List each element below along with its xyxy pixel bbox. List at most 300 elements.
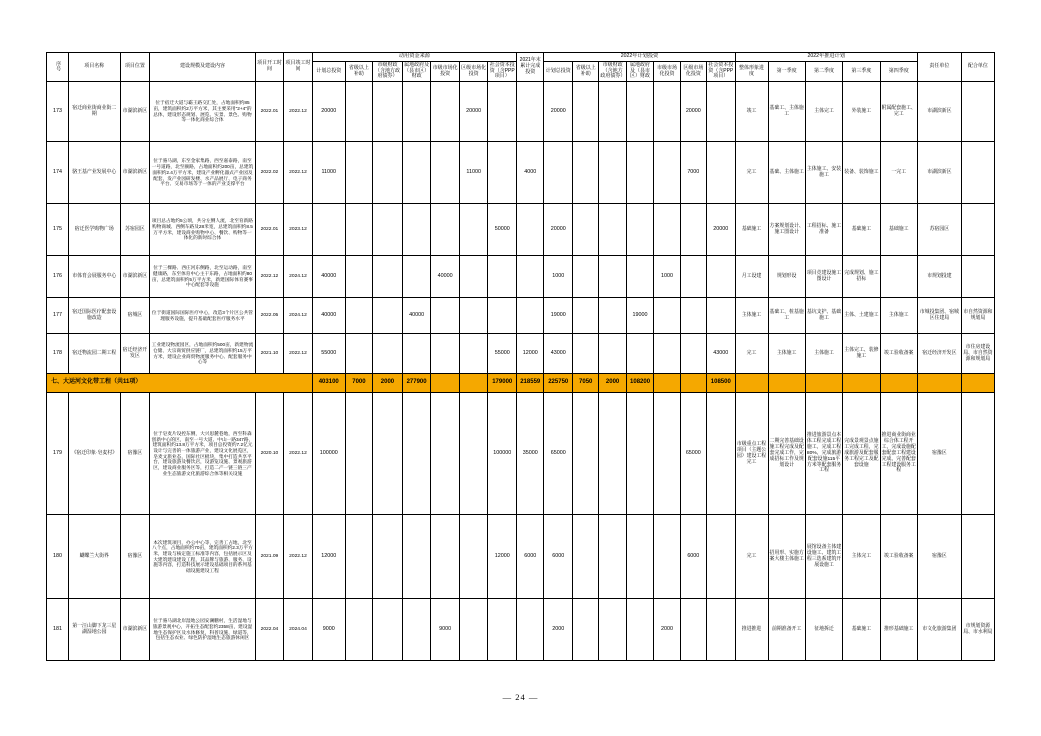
cell-dist-mkt xyxy=(459,515,488,599)
page-number: — 24 — xyxy=(502,692,539,702)
th-y-district-market: 区级市场化投资 xyxy=(680,61,706,81)
cell-y-dist-mkt xyxy=(680,599,706,661)
cell-dist-mkt xyxy=(459,599,488,661)
th-y-city-finance: 市级财政（含地方政府债券） xyxy=(599,61,626,81)
cell-city-fin xyxy=(373,334,403,374)
cell-prov xyxy=(345,515,372,599)
cell-cum2021 xyxy=(517,256,544,298)
cell-seq: 178 xyxy=(47,334,69,374)
cell-dist-mkt xyxy=(459,334,488,374)
section-y-dist-fin: 108200 xyxy=(626,374,653,393)
cell-prov xyxy=(345,142,372,204)
cell-y-city-mkt: 2000 xyxy=(654,599,680,661)
cell-progress: 完工 xyxy=(735,515,768,599)
cell-total: 40000 xyxy=(312,298,345,334)
cell-cooperating: 市住房建设局、市自然资源和规划局 xyxy=(961,334,994,374)
cell-q4: 附属配套施工、完工 xyxy=(880,82,917,142)
cell-y-dist-mkt xyxy=(680,204,706,256)
th-group-funding: 动用资金来源 xyxy=(312,53,516,62)
cell-prov xyxy=(345,334,372,374)
cell-city-mkt xyxy=(431,204,460,256)
cell-y-total: 6000 xyxy=(544,515,573,599)
cell-progress: 市级重点工程项目（主题公园）建设工程完工 xyxy=(735,393,768,515)
cell-y-city-mkt xyxy=(654,515,680,599)
cell-city-fin xyxy=(373,515,403,599)
cell-social xyxy=(488,599,517,661)
cell-name: 宿迁商业街商业街二期 xyxy=(68,82,120,142)
table-row xyxy=(47,82,995,142)
th-total-investment: 计划总投资 xyxy=(312,61,345,81)
section-q1 xyxy=(768,374,805,393)
section-progress xyxy=(735,374,768,393)
th-start-time: 项目开工时间 xyxy=(255,53,284,82)
cell-q2: 基坑支护、基础施工 xyxy=(805,298,842,334)
cell-q4: 主体施工 xyxy=(880,298,917,334)
cell-cum2021 xyxy=(517,599,544,661)
cell-total: 100000 xyxy=(312,393,345,515)
section-q2 xyxy=(805,374,842,393)
section-social: 179000 xyxy=(488,374,517,393)
cell-dist-fin xyxy=(402,256,431,298)
cell-location: 宿豫区 xyxy=(120,393,150,515)
cell-end: 2024.12 xyxy=(284,256,313,298)
cell-social xyxy=(488,256,517,298)
cell-name: 宿迁物流园二期工程 xyxy=(68,334,120,374)
cell-q3: 主体完工 xyxy=(843,515,880,599)
cell-prov xyxy=(345,256,372,298)
cell-cooperating xyxy=(961,393,994,515)
cell-content: 工业建设物流园区，占地面积约500亩，新建物流仓储、大宗商贸供应链厂，总建筑面积约15万平方米，建设企业商贸物流服务中心、配套服务中心等 xyxy=(150,334,255,374)
cell-dist-fin xyxy=(402,393,431,515)
cell-dist-mkt xyxy=(459,298,488,334)
table-row xyxy=(47,204,995,256)
cell-name: 蝴蝶兰大街界 xyxy=(68,515,120,599)
cell-location: 宿城区 xyxy=(120,298,150,334)
cell-city-fin xyxy=(373,256,403,298)
cell-city-mkt xyxy=(431,82,460,142)
cell-y-total: 1000 xyxy=(544,256,573,298)
cell-q1: 基础工、主体施工 xyxy=(768,82,805,142)
section-summary-row xyxy=(47,374,995,393)
cell-y-dist-mkt xyxy=(680,334,706,374)
cell-location: 市湖滨新区 xyxy=(120,599,150,661)
cell-total: 40000 xyxy=(312,256,345,298)
cell-responsible: 宿豫区 xyxy=(917,515,961,599)
cell-content: 位于三棵路、西庄河东侧路，北至运动路，南至健康路，东至体育中心主干东路，占地面积约80亩，总建筑面积约5万平方米，新建国际体育赛事中心配套等设施 xyxy=(150,256,255,298)
cell-y-social xyxy=(707,393,736,515)
cell-prov xyxy=(345,599,372,661)
th-y-social: 社会资本投资（含PPP项目） xyxy=(707,61,736,81)
cell-seq: 174 xyxy=(47,142,69,204)
th-seq: 序号 xyxy=(47,53,69,82)
cell-q1: 前期准备开工 xyxy=(768,599,805,661)
cell-content: 项目总占地约5公顷，共分左侧人流，北至育新路购物商城、西侧车路及28米宽，总建筑面积约8.5万平方米，建设商业购物中心、餐饮、购物等一体化的新时综合体 xyxy=(150,204,255,256)
cell-city-mkt xyxy=(431,298,460,334)
cell-total: 9000 xyxy=(312,599,345,661)
cell-city-mkt: 9000 xyxy=(431,599,460,661)
cell-name: 骆王基产业发展中心 xyxy=(68,142,120,204)
cell-y-dist-mkt: 6000 xyxy=(680,515,706,599)
cell-cum2021: 35000 xyxy=(517,393,544,515)
cell-q4: 竣工验收备案 xyxy=(880,515,917,599)
cell-city-mkt xyxy=(431,142,460,204)
cell-location: 市湖滨新区 xyxy=(120,256,150,298)
cell-total: 11000 xyxy=(312,142,345,204)
th-overall-progress: 整体形象进度 xyxy=(735,61,768,81)
cell-q4: 推进商业街商业综合体工程开工，完成设施配套配套工程建设完成，完善配套工程建设服务工程 xyxy=(880,393,917,515)
cell-end: 2022.12 xyxy=(284,515,313,599)
cell-y-prov xyxy=(573,393,599,515)
cell-q4: 竣工验收备案 xyxy=(880,334,917,374)
section-q4 xyxy=(880,374,917,393)
cell-q4 xyxy=(880,256,917,298)
cell-q2: 工程招标、施工准备 xyxy=(805,204,842,256)
cell-social xyxy=(488,298,517,334)
cell-q2: 项目竞建设施工图设计 xyxy=(805,256,842,298)
cell-y-city-fin xyxy=(599,256,626,298)
cell-seq: 175 xyxy=(47,204,69,256)
cell-start: 2021.10 xyxy=(255,334,284,374)
cell-social: 50000 xyxy=(488,204,517,256)
cell-y-dist-mkt: 20000 xyxy=(680,82,706,142)
cell-progress: 完工 xyxy=(735,334,768,374)
table-row xyxy=(47,599,995,661)
cell-end: 2022.12 xyxy=(284,142,313,204)
cell-cooperating: 市自然资源和规划局 xyxy=(961,298,994,334)
cell-responsible: 市城投集团、宿城区住建局 xyxy=(917,298,961,334)
th-y-provincial: 省级以上补助 xyxy=(573,61,599,81)
cell-y-social xyxy=(707,599,736,661)
cell-cum2021 xyxy=(517,204,544,256)
cell-y-total: 65000 xyxy=(544,393,573,515)
th-y-city-market: 市级市场化投资 xyxy=(654,61,680,81)
cell-q1: 基础、主体施工 xyxy=(768,142,805,204)
th-district-finance: 属地政府及（县市区）财政 xyxy=(402,61,431,81)
cell-y-dist-mkt xyxy=(680,256,706,298)
section-dist-fin: 277900 xyxy=(402,374,431,393)
th-cooperating-unit: 配合单位 xyxy=(961,53,994,82)
th-city-market: 市级市场化投资 xyxy=(431,61,460,81)
cell-y-city-mkt xyxy=(654,334,680,374)
th-q3: 第三季度 xyxy=(843,61,880,81)
cell-y-city-fin xyxy=(599,82,626,142)
cell-y-total: 19000 xyxy=(544,298,573,334)
cell-progress: 竣工 xyxy=(735,82,768,142)
cell-seq: 173 xyxy=(47,82,69,142)
cell-y-social xyxy=(707,298,736,334)
th-social-capital: 社会资本投资（含PPP项目） xyxy=(488,61,517,81)
cell-progress: 基础施工 xyxy=(735,204,768,256)
cell-q2: 主体施工、安装施工 xyxy=(805,142,842,204)
cell-q1: 招用形、实施方案大楼主体施工 xyxy=(768,515,805,599)
cell-start: 2021.09 xyxy=(255,515,284,599)
cell-dist-mkt: 20000 xyxy=(459,82,488,142)
cell-y-prov xyxy=(573,82,599,142)
cell-cum2021: 4000 xyxy=(517,142,544,204)
cell-content: 位于街道国际国际医疗中心，改造3个片区公共管理服务设施，提升基础配套医疗服务水平 xyxy=(150,298,255,334)
th-group-cumulative: 2022年计划投资 xyxy=(544,53,735,62)
cell-q3: 主体、土建施工 xyxy=(843,298,880,334)
cell-progress: 推进推进 xyxy=(735,599,768,661)
cell-q4: 一完工 xyxy=(880,142,917,204)
section-q3 xyxy=(843,374,880,393)
cell-cum2021: 12000 xyxy=(517,334,544,374)
cell-responsible: 市湖滨新区 xyxy=(917,142,961,204)
cell-city-fin xyxy=(373,599,403,661)
section-y-prov: 7050 xyxy=(573,374,599,393)
cell-cooperating xyxy=(961,256,994,298)
cell-name: 宿迁医学购物广场 xyxy=(68,204,120,256)
project-plan-table xyxy=(46,52,995,661)
table-row xyxy=(47,393,995,515)
th-y-total: 计划总投资 xyxy=(544,61,573,81)
cell-cum2021: 6000 xyxy=(517,515,544,599)
cell-city-mkt xyxy=(431,334,460,374)
cell-y-city-mkt xyxy=(654,82,680,142)
cell-q2: 征地拆迁 xyxy=(805,599,842,661)
cell-y-prov xyxy=(573,204,599,256)
cell-start: 2022.01 xyxy=(255,204,284,256)
th-scale-content: 建设规模及建设内容 xyxy=(150,53,255,82)
cell-y-dist-mkt xyxy=(680,298,706,334)
cell-q2: 推进旅游景点本体工程完成工程施工，完成工程80%，完成旅游配套设施115平方米等配套服务工程 xyxy=(805,393,842,515)
cell-location: 宿迁经济开发区 xyxy=(120,334,150,374)
cell-total: 20000 xyxy=(312,82,345,142)
cell-start: 2020.10 xyxy=(255,393,284,515)
section-city-mkt xyxy=(431,374,460,393)
th-district-market: 区级市场化投资 xyxy=(459,61,488,81)
cell-dist-mkt xyxy=(459,393,488,515)
cell-q4: 基础施工 xyxy=(880,204,917,256)
cell-y-dist-fin: 19000 xyxy=(626,298,653,334)
cell-y-city-fin xyxy=(599,393,626,515)
cell-q3: 基础施工 xyxy=(843,204,880,256)
cell-end: 2023.12 xyxy=(284,204,313,256)
cell-y-prov xyxy=(573,515,599,599)
cell-y-dist-fin xyxy=(626,515,653,599)
cell-social xyxy=(488,142,517,204)
cell-y-total: 20000 xyxy=(544,82,573,142)
th-responsible-unit: 责任单位 xyxy=(917,53,961,82)
cell-name: 第一汪山脚下龙三星湖湿地公园 xyxy=(68,599,120,661)
cell-city-fin xyxy=(373,82,403,142)
cell-y-city-fin xyxy=(599,204,626,256)
cell-name: 市体育会展服务中心 xyxy=(68,256,120,298)
cell-y-dist-mkt: 65000 xyxy=(680,393,706,515)
cell-y-social xyxy=(707,142,736,204)
cell-seq: 176 xyxy=(47,256,69,298)
cell-city-mkt: 40000 xyxy=(431,256,460,298)
table-body xyxy=(47,82,995,661)
cell-q1: 规划形设 xyxy=(768,256,805,298)
th-group-plan2022: 2022年推进计划 xyxy=(735,53,917,62)
cell-y-dist-fin xyxy=(626,204,653,256)
section-total: 403100 xyxy=(312,374,345,393)
cell-q3: 装备、装饰施工 xyxy=(843,142,880,204)
cell-content: 位于皂麦片设控东侧，大兴思麓巷地，西至科森创新中心的区，南至一号大道、中山一路347路，建筑面积约13.8万平方米，项目总投资约7.2亿元设计与完善的一体旅游产业，建设文化展览区，皂麦文旅业态，国际社区板块，集中打造共享平台，建设旅游及餐饮店，设游览设施、景观旅游区，建设商业服务区等，打造二产一链三链三产业生态旅游文化旅游综合体等相关设施 xyxy=(150,393,255,515)
cell-start: 2022.05 xyxy=(255,298,284,334)
cell-responsible: 市规划投建 xyxy=(917,256,961,298)
th-q4: 第四季度 xyxy=(880,61,917,81)
th-provincial-subsidy: 省级以上补助 xyxy=(345,61,372,81)
cell-start: 2022.01 xyxy=(255,82,284,142)
th-cum-2021: 2021年末累计完成投资 xyxy=(517,53,544,82)
cell-seq: 177 xyxy=(47,298,69,334)
cell-prov xyxy=(345,393,372,515)
cell-q3: 基础施工 xyxy=(843,599,880,661)
cell-total: 55000 xyxy=(312,334,345,374)
cell-seq: 179 xyxy=(47,393,69,515)
cell-end: 2022.12 xyxy=(284,393,313,515)
cell-q1: 基础工、桩基施工 xyxy=(768,298,805,334)
cell-progress: 月工设建 xyxy=(735,256,768,298)
cell-cooperating xyxy=(961,82,994,142)
cell-q3: 完成规划、施工招标 xyxy=(843,256,880,298)
cell-y-prov xyxy=(573,142,599,204)
cell-y-city-mkt xyxy=(654,393,680,515)
cell-name: 《宿迁印象·皂麦村》 xyxy=(68,393,120,515)
section-title: 七、大运河文化带工程（共11项） xyxy=(47,374,313,393)
cell-responsible: 市湖滨新区 xyxy=(917,82,961,142)
table-row xyxy=(47,256,995,298)
cell-city-fin xyxy=(373,298,403,334)
cell-progress: 主体施工 xyxy=(735,298,768,334)
section-y-total: 225750 xyxy=(544,374,573,393)
cell-end: 2024.04 xyxy=(284,599,313,661)
cell-dist-mkt: 11000 xyxy=(459,142,488,204)
cell-y-total xyxy=(544,142,573,204)
cell-name: 宿迁国际医疗配套设施改造 xyxy=(68,298,120,334)
cell-location: 市湖滨新区 xyxy=(120,142,150,204)
cell-content: 本次建筑项目，办公中心等，完善工占地，北至八个点，占地面积约70亩，建筑面积约2.3万平方米，建设与核定施工标准等内容，包括展示区及大建筑建设建设工程，其品牌与旅游、服务、设施等内容，打造科技展示建设基础项目的系列基础设施建设工程 xyxy=(150,515,255,599)
table-row xyxy=(47,334,995,374)
section-city-fin: 2000 xyxy=(373,374,403,393)
table-row xyxy=(47,515,995,599)
cell-responsible: 苏宿园区 xyxy=(917,204,961,256)
cell-y-city-fin xyxy=(599,334,626,374)
cell-q2: 展馆设备主体建设施工、建筑工程三选系建筑开展设施工 xyxy=(805,515,842,599)
cell-q2: 主体施工 xyxy=(805,334,842,374)
cell-y-dist-fin xyxy=(626,393,653,515)
table-row xyxy=(47,298,995,334)
cell-y-prov xyxy=(573,256,599,298)
cell-q3: 外装施工 xyxy=(843,82,880,142)
cell-location: 市湖滨新区 xyxy=(120,82,150,142)
cell-y-dist-fin xyxy=(626,82,653,142)
section-y-dist-mkt xyxy=(680,374,706,393)
cell-y-city-fin xyxy=(599,142,626,204)
cell-total: 12000 xyxy=(312,515,345,599)
cell-responsible: 宿迁经济开发区 xyxy=(917,334,961,374)
cell-y-social xyxy=(707,515,736,599)
cell-q2: 主体完工 xyxy=(805,82,842,142)
cell-y-city-mkt xyxy=(654,298,680,334)
cell-cooperating xyxy=(961,515,994,599)
section-y-city-mkt xyxy=(654,374,680,393)
cell-cum2021 xyxy=(517,298,544,334)
cell-start: 2022.04 xyxy=(255,599,284,661)
cell-q3: 主体完工、装修施工 xyxy=(843,334,880,374)
section-prov: 7000 xyxy=(345,374,372,393)
cell-dist-fin: 40000 xyxy=(402,298,431,334)
section-dist-mkt xyxy=(459,374,488,393)
cell-dist-fin xyxy=(402,515,431,599)
cell-social: 100000 xyxy=(488,393,517,515)
cell-y-city-fin xyxy=(599,599,626,661)
th-q2: 第二季度 xyxy=(805,61,842,81)
cell-content: 位于宿迁大道与霸王路交汇处，占地面积约85亩，建筑面积约2万平方米，其主要采用"2+4"的总体，建设形态规划、展览、实景、景色、购物等一体化商业综合体 xyxy=(150,82,255,142)
cell-y-social xyxy=(707,82,736,142)
cell-y-dist-fin xyxy=(626,142,653,204)
th-end-time: 项目竣工时间 xyxy=(284,53,313,82)
cell-y-city-mkt: 1000 xyxy=(654,256,680,298)
cell-y-prov xyxy=(573,599,599,661)
cell-content: 位于骆马湖北岸湿地公园安澜鹏村，生活湿地与旅游景观中心，开拓生态配套约2358亩，建设湿地生态保护区及水体修复，科普设施、绿道等，包括生态农业、绿色防护湿地生态旅游休闲区 xyxy=(150,599,255,661)
cell-location: 苏宿园区 xyxy=(120,204,150,256)
th-project-name: 项目名称 xyxy=(68,53,120,82)
cell-prov xyxy=(345,82,372,142)
cell-y-city-fin xyxy=(599,298,626,334)
cell-dist-fin xyxy=(402,82,431,142)
cell-responsible: 市文化旅游集团 xyxy=(917,599,961,661)
cell-progress: 完工 xyxy=(735,142,768,204)
cell-cum2021 xyxy=(517,82,544,142)
cell-y-dist-fin xyxy=(626,256,653,298)
th-q1: 第一季度 xyxy=(768,61,805,81)
cell-y-prov xyxy=(573,334,599,374)
cell-y-social: 43000 xyxy=(707,334,736,374)
cell-end: 2022.12 xyxy=(284,82,313,142)
cell-y-dist-fin xyxy=(626,599,653,661)
cell-end: 2024.12 xyxy=(284,298,313,334)
cell-seq: 181 xyxy=(47,599,69,661)
section-cum2021: 218559 xyxy=(517,374,544,393)
cell-prov xyxy=(345,204,372,256)
cell-content: 位于骆马湖，东至金家集路，西至嘉泰路，南至一号道路，北至颐路，占地面积约200亩，总建筑面积约2.4万平方米，建设产业孵化器式产业园及配套，发产业园研发楼、水产品展厅、电子商务平台、交易市场等于一体的产业支撑平台 xyxy=(150,142,255,204)
cell-y-total: 43000 xyxy=(544,334,573,374)
cell-city-mkt xyxy=(431,515,460,599)
cell-q1: 二期完善基础设施工程完成及配套完成工作，完成招标工作及规划设计 xyxy=(768,393,805,515)
cell-y-prov xyxy=(573,298,599,334)
cell-y-total: 2000 xyxy=(544,599,573,661)
cell-y-social: 20000 xyxy=(707,204,736,256)
cell-cooperating: 市规划资源局、市水利局 xyxy=(961,599,994,661)
cell-q3: 完成景观景点施工完成工程，完成旅游及配套服务工程完工及配套设施 xyxy=(843,393,880,515)
cell-city-fin xyxy=(373,393,403,515)
section-y-city-fin: 2000 xyxy=(599,374,626,393)
cell-city-mkt xyxy=(431,393,460,515)
cell-total xyxy=(312,204,345,256)
section-y-social: 108500 xyxy=(707,374,736,393)
cell-prov xyxy=(345,298,372,334)
th-city-finance: 市级财政（含地方政府债券） xyxy=(373,61,403,81)
cell-cooperating xyxy=(961,204,994,256)
cell-end: 2022.12 xyxy=(284,334,313,374)
cell-dist-fin xyxy=(402,204,431,256)
cell-start: 2022.12 xyxy=(255,256,284,298)
cell-dist-fin xyxy=(402,334,431,374)
cell-seq: 180 xyxy=(47,515,69,599)
th-y-district-finance: 属地政府及（县市区）财政 xyxy=(626,61,653,81)
cell-y-city-mkt xyxy=(654,204,680,256)
cell-social: 55000 xyxy=(488,334,517,374)
th-project-location: 项目位置 xyxy=(120,53,150,82)
cell-dist-fin xyxy=(402,142,431,204)
cell-y-total: 20000 xyxy=(544,204,573,256)
cell-q4: 推形基础施工 xyxy=(880,599,917,661)
table-header xyxy=(47,53,995,82)
cell-dist-fin xyxy=(402,599,431,661)
